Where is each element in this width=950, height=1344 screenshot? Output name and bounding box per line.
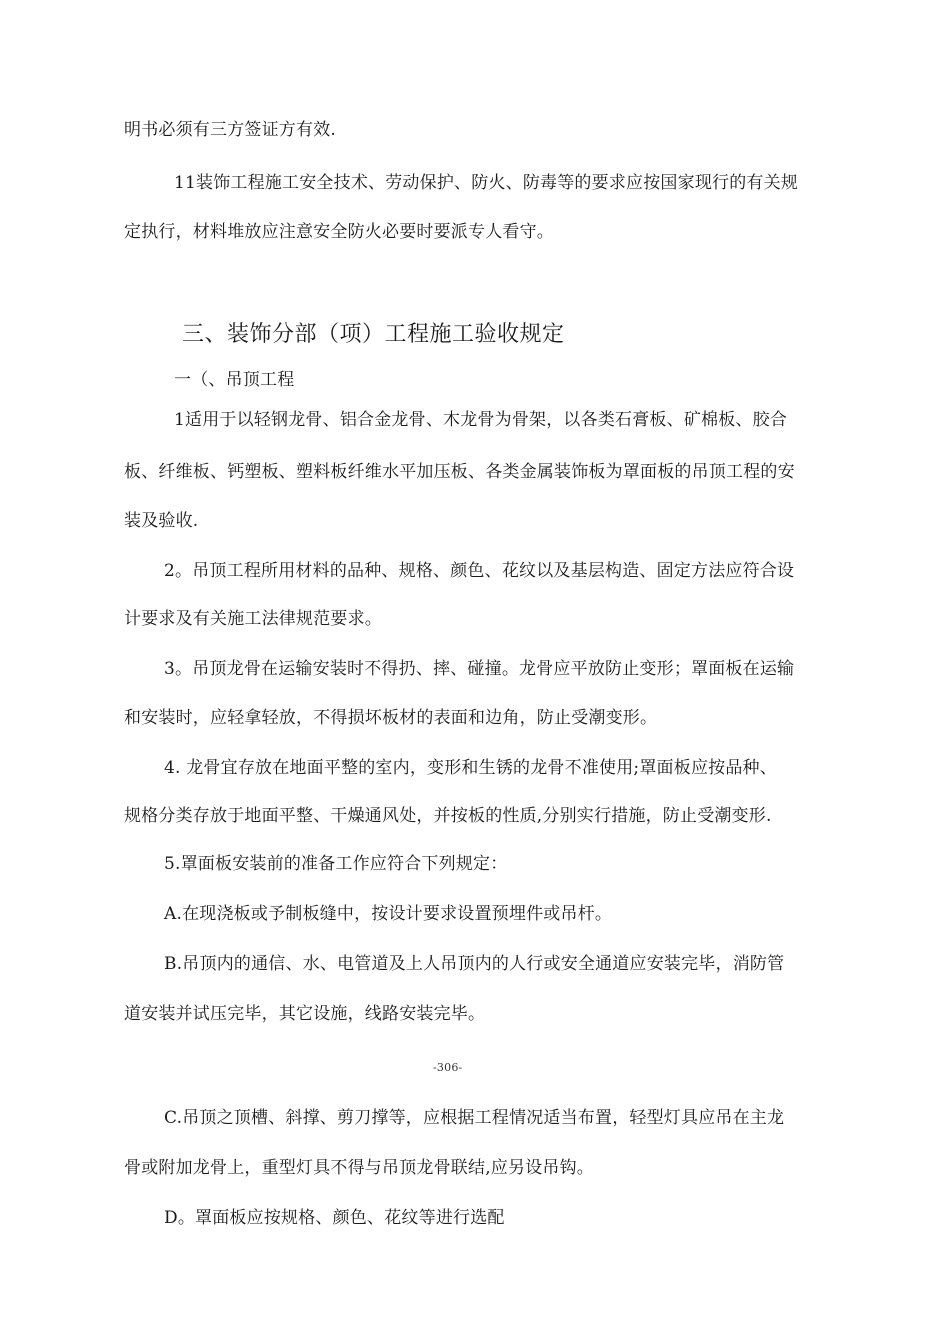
- section-heading: 三、装饰分部（项）工程施工验收规定: [182, 322, 565, 347]
- text-line: 4. 龙骨宜存放在地面平整的室内，变形和生锈的龙骨不准使用;罩面板应按品种、: [164, 758, 777, 778]
- text-line: 3。吊顶龙骨在运输安装时不得扔、摔、碰撞。龙骨应平放防止变形；罩面板在运输: [164, 659, 795, 679]
- text-line: 装及验收.: [124, 511, 199, 531]
- text-line: C.吊顶之顶槽、斜撑、剪刀撑等，应根据工程情况适当布置，轻型灯具应吊在主龙: [164, 1108, 785, 1128]
- text-line: 骨或附加龙骨上，重型灯具不得与吊顶龙骨联结,应另设吊钩。: [124, 1158, 595, 1178]
- subsection-heading: 一（、吊顶工程: [174, 370, 295, 390]
- text-line: 2。吊顶工程所用材料的品种、规格、颜色、花纹以及基层构造、固定方法应符合设: [164, 561, 795, 581]
- text-line: 明书必须有三方签证方有效.: [124, 120, 337, 140]
- text-line: 计要求及有关施工法律规范要求。: [124, 609, 382, 629]
- text-line: A.在现浇板或予制板缝中，按设计要求设置预埋件或吊杆。: [164, 904, 613, 924]
- text-line: D。罩面板应按规格、颜色、花纹等进行选配: [164, 1208, 505, 1228]
- text-line: 定执行，材料堆放应注意安全防火必要时要派专人看守。: [124, 222, 554, 242]
- text-line: 板、纤维板、钙塑板、塑料板纤维水平加压板、各类金属装饰板为罩面板的吊顶工程的安: [124, 462, 795, 482]
- text-line: 11装饰工程施工安全技术、劳动保护、防火、防毒等的要求应按国家现行的有关规: [174, 173, 799, 193]
- text-line: B.吊顶内的通信、水、电管道及上人吊顶内的人行或安全通道应安装完毕，消防管: [164, 954, 785, 974]
- text-line: 道安装并试压完毕，其它设施，线路安装完毕。: [124, 1004, 486, 1024]
- page-number: -306-: [433, 1061, 463, 1074]
- text-line: 和安装时，应轻拿轻放，不得损坏板材的表面和边角，防止受潮变形。: [124, 708, 658, 728]
- text-line: 1适用于以轻钢龙骨、铝合金龙骨、木龙骨为骨架，以各类石膏板、矿棉板、胶合: [174, 410, 788, 430]
- text-line: 5.罩面板安装前的准备工作应符合下列规定：: [164, 854, 508, 874]
- text-line: 规格分类存放于地面平整、干燥通风处，并按板的性质,分别实行措施，防止受潮变形.: [124, 806, 772, 826]
